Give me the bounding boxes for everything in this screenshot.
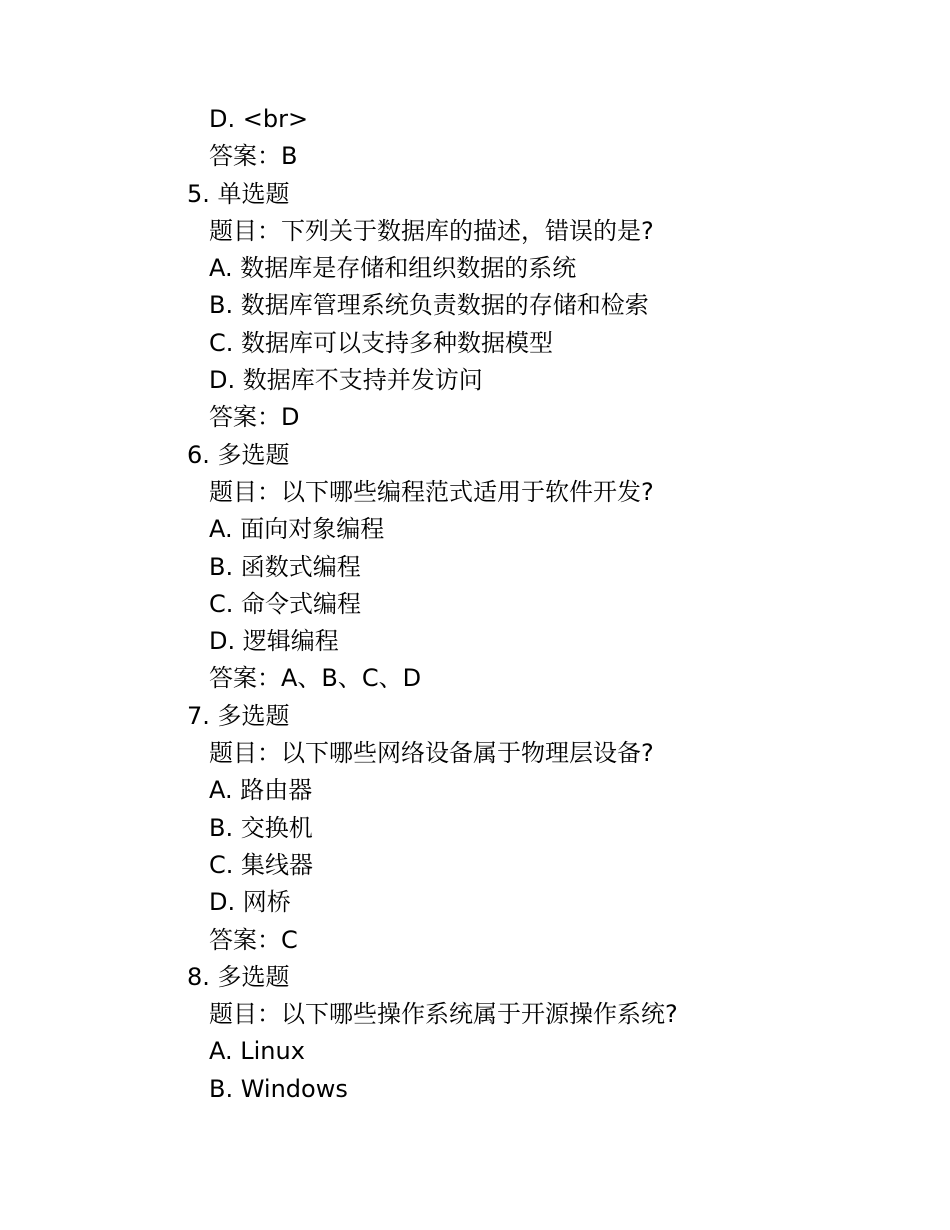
- option-d: D. <br>: [209, 105, 309, 133]
- question-stem: 题目：以下哪些编程范式适用于软件开发?: [209, 477, 654, 506]
- option-c: C. 集线器: [209, 850, 314, 879]
- answer: 答案：A、B、C、D: [209, 664, 422, 693]
- option-c: C. 数据库可以支持多种数据模型: [209, 328, 554, 357]
- option-d: D. 网桥: [209, 888, 291, 917]
- answer: 答案：B: [209, 142, 298, 171]
- option-a: A. 面向对象编程: [209, 515, 385, 544]
- question-5: [0, 176, 950, 437]
- question-stem: 题目：下列关于数据库的描述，错误的是?: [209, 216, 654, 245]
- question-heading: 5. 单选题: [187, 179, 290, 208]
- option-a: A. 路由器: [209, 776, 313, 805]
- question-8: [0, 959, 950, 1108]
- option-b: B. 数据库管理系统负责数据的存储和检索: [209, 291, 649, 320]
- option-a: A. Linux: [209, 1037, 305, 1066]
- question-heading: 7. 多选题: [187, 701, 290, 730]
- question-heading: 6. 多选题: [187, 440, 290, 469]
- option-a: A. 数据库是存储和组织数据的系统: [209, 254, 577, 283]
- question-stem: 题目：以下哪些操作系统属于开源操作系统?: [209, 1000, 678, 1029]
- answer: 答案：D: [209, 403, 300, 432]
- option-c: C. 命令式编程: [209, 589, 362, 618]
- option-b: B. 交换机: [209, 813, 313, 842]
- option-b: B. 函数式编程: [209, 552, 361, 581]
- question-stem: 题目：以下哪些网络设备属于物理层设备?: [209, 739, 654, 768]
- document-page: [0, 101, 950, 1108]
- option-d: D. 数据库不支持并发访问: [209, 366, 483, 395]
- question-4-continuation: [0, 101, 950, 176]
- question-6: [0, 437, 950, 698]
- option-d: D. 逻辑编程: [209, 627, 339, 656]
- question-heading: 8. 多选题: [187, 962, 290, 991]
- question-7: [0, 698, 950, 959]
- option-b: B. Windows: [209, 1074, 348, 1103]
- answer: 答案：C: [209, 925, 298, 954]
